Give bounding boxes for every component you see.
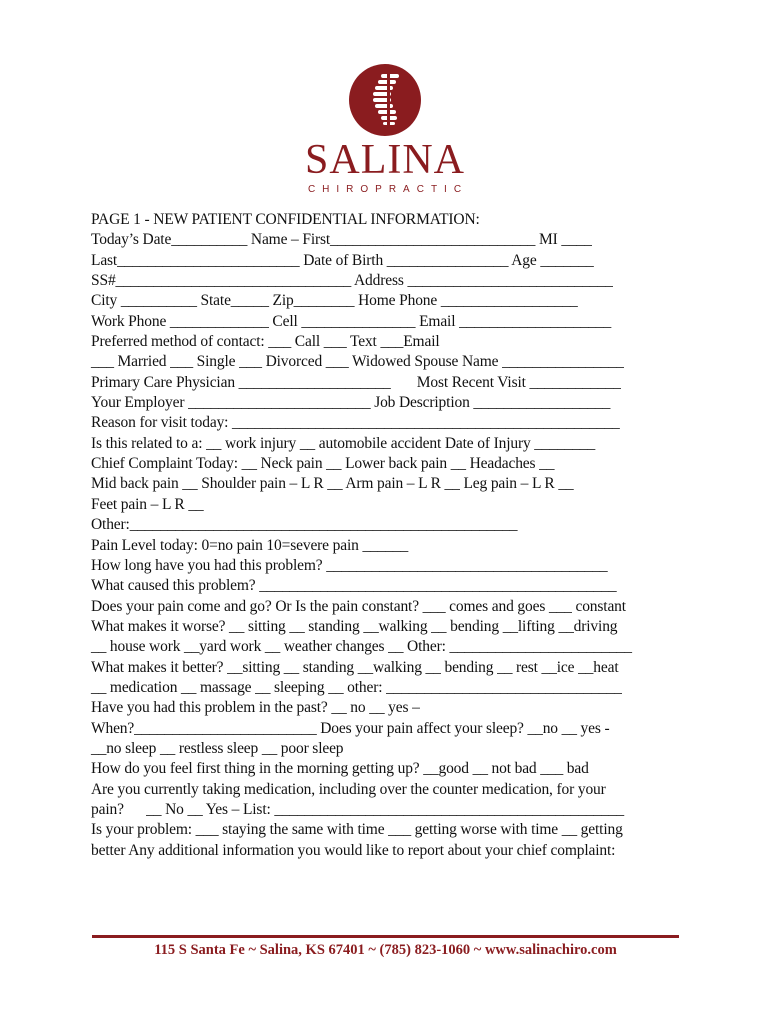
form-line-when-sleep[interactable]: When?________________________ Does your pain affect your sleep? __no __ yes - xyxy=(91,719,610,737)
form-line-sleep-options[interactable]: __no sleep __ restless sleep __ poor sleep xyxy=(91,739,344,757)
form-line-pain-pattern[interactable]: Does your pain come and go? Or Is the pain constant? ___ comes and goes ___ constant xyxy=(91,597,626,615)
brand-subtitle: CHIROPRACTIC xyxy=(307,184,469,195)
form-line-better[interactable]: What makes it better? __sitting __ standing __walking __ bending __ rest __ice __heat xyxy=(91,658,619,676)
form-line-pain-areas[interactable]: Mid back pain __ Shoulder pain – L R __ Arm pain – L R __ Leg pain – L R __ xyxy=(91,475,574,493)
form-line-city-state-zip-phone[interactable]: City __________ State_____ Zip________ Home Phone __________________ xyxy=(91,292,578,310)
form-line-last-dob-age[interactable]: Last________________________ Date of Birth ________________ Age _______ xyxy=(91,251,594,269)
form-line-cause[interactable]: What caused this problem? _______________________________________________ xyxy=(91,577,617,595)
form-title: PAGE 1 - NEW PATIENT CONFIDENTIAL INFORMATION: xyxy=(91,211,480,228)
form-line-injury-type[interactable]: Is this related to a: __ work injury __ automobile accident Date of Injury ________ xyxy=(91,434,596,452)
footer-contact: 115 S Santa Fe ~ Salina, KS 67401 ~ (785) 823-1060 ~ www.salinachiro.com xyxy=(154,942,617,958)
form-line-physician[interactable]: Primary Care Physician ____________________ Most Recent Visit ____________ xyxy=(91,373,621,391)
intake-form xyxy=(91,210,681,861)
form-line-date-name[interactable]: Today’s Date__________ Name – First___________________________ MI ____ xyxy=(91,231,592,249)
form-line-employer[interactable]: Your Employer ________________________ Job Description __________________ xyxy=(91,394,611,412)
form-line-medication-q: Are you currently taking medication, including over the counter medication, for your xyxy=(91,780,606,798)
form-line-other[interactable]: Other:___________________________________________________ xyxy=(91,516,518,534)
spine-logo-icon xyxy=(347,62,423,138)
form-line-chief-complaint[interactable]: Chief Complaint Today: __ Neck pain __ Lower back pain __ Headaches __ xyxy=(91,455,555,473)
form-line-pain-level[interactable]: Pain Level today: 0=no pain 10=severe pain ______ xyxy=(91,536,409,554)
form-line-work-cell-email[interactable]: Work Phone _____________ Cell _______________ Email ____________________ xyxy=(91,312,612,330)
form-line-contact-method[interactable]: Preferred method of contact: ___ Call ___ Text ___Email xyxy=(91,333,440,351)
form-line-duration[interactable]: How long have you had this problem? _____________________________________ xyxy=(91,556,608,574)
form-line-worse[interactable]: What makes it worse? __ sitting __ standing __walking __ bending __lifting __driving xyxy=(91,617,618,635)
form-line-medication-list[interactable]: pain? __ No __ Yes – List: ______________________________________________ xyxy=(91,800,624,818)
form-line-progress[interactable]: Is your problem: ___ staying the same with time ___ getting worse with time __ getting xyxy=(91,821,623,839)
form-line-past-problem[interactable]: Have you had this problem in the past? __ no __ yes – xyxy=(91,699,420,717)
footer-divider xyxy=(92,935,679,938)
form-line-ssn-address[interactable]: SS#_______________________________ Address ___________________________ xyxy=(91,272,613,290)
form-line-additional: better Any additional information you would like to report about your chief complaint: xyxy=(91,841,616,859)
form-line-marital-status[interactable]: ___ Married ___ Single ___ Divorced ___ Widowed Spouse Name ________________ xyxy=(91,353,624,371)
salina-logo xyxy=(300,62,470,195)
brand-name: SALINA xyxy=(305,137,465,183)
form-line-morning[interactable]: How do you feel first thing in the morning getting up? __good __ not bad ___ bad xyxy=(91,760,589,778)
form-line-reason[interactable]: Reason for visit today: ___________________________________________________ xyxy=(91,414,620,432)
form-line-worse-cont[interactable]: __ house work __yard work __ weather changes __ Other: ________________________ xyxy=(91,638,632,656)
form-line-feet-pain[interactable]: Feet pain – L R __ xyxy=(91,495,204,513)
form-line-better-cont[interactable]: __ medication __ massage __ sleeping __ other: _______________________________ xyxy=(91,678,622,696)
